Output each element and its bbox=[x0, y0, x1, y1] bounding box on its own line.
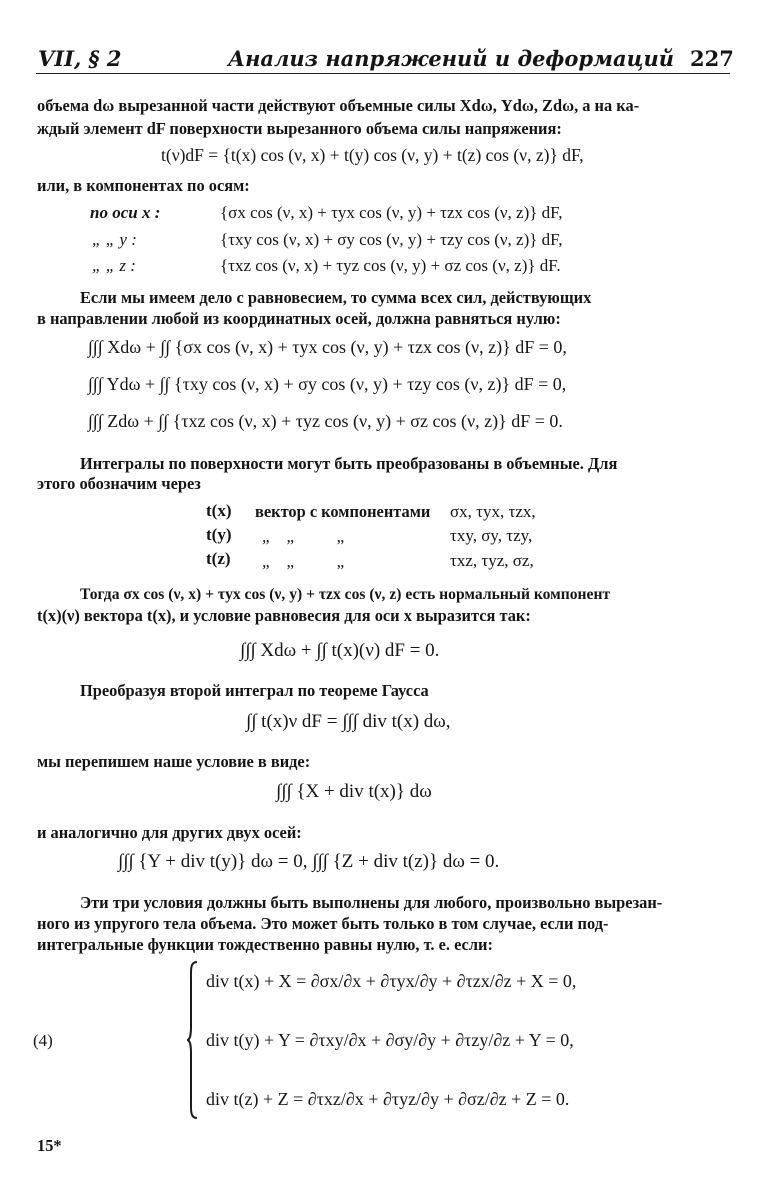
vector-components-x: σx, τyx, τzx, bbox=[450, 502, 536, 521]
vector-symbol-z: t(z) bbox=[206, 549, 231, 568]
signature-mark: 15* bbox=[37, 1136, 62, 1155]
equilibrium-equation-z: ∫∫∫ Zdω + ∫∫ {τxz cos (ν, x) + τyz cos (ν, y) + σz cos (ν, z)} dF = 0. bbox=[88, 411, 563, 431]
equation-stress-vector: t(ν)dF = {t(x) cos (ν, x) + t(y) cos (ν, y) + t(z) cos (ν, z)} dF, bbox=[161, 145, 584, 165]
equation-component-x: {σx cos (ν, x) + τyx cos (ν, y) + τzx cos (ν, z)} dF, bbox=[220, 203, 563, 222]
text-line: объема dω вырезанной части действуют объемные силы Xdω, Ydω, Zdω, а на ка- bbox=[37, 96, 640, 115]
vector-components-z: τxz, τyz, σz, bbox=[450, 551, 534, 570]
text-line: ного из упругого тела объема. Это может быть только в том случае, если под- bbox=[37, 914, 609, 933]
text-line: Интегралы по поверхности могут быть преобразованы в объемные. Для bbox=[80, 454, 618, 473]
text-line: и аналогично для других двух осей: bbox=[37, 823, 302, 842]
equation-gauss: ∫∫ t(x)ν dF = ∫∫∫ div t(x) dω, bbox=[246, 711, 451, 732]
text-line: Преобразуя второй интеграл по теореме Гаусса bbox=[80, 681, 429, 700]
running-title: Анализ напряжений и деформаций bbox=[228, 46, 675, 71]
equation-component-y: {τxy cos (ν, x) + σy cos (ν, y) + τzy cos (ν, z)} dF, bbox=[220, 230, 563, 249]
text-line: в направлении любой из координатных осей, должна равняться нулю: bbox=[37, 309, 561, 328]
text-line: вектор с компонентами bbox=[255, 502, 431, 521]
text-line: t(x)(ν) вектора t(x), и условие равновесия для оси x выразится так: bbox=[37, 606, 531, 625]
axis-label-y: „ „ y : bbox=[92, 230, 137, 249]
equilibrium-equation-y: ∫∫∫ Ydω + ∫∫ {τxy cos (ν, x) + σy cos (ν, y) + τzy cos (ν, z)} dF = 0, bbox=[88, 374, 567, 394]
text-line: Если мы имеем дело с равновесием, то сумма всех сил, действующих bbox=[80, 288, 592, 307]
text-line: или, в компонентах по осям: bbox=[37, 176, 250, 195]
axis-label-z: „ „ z : bbox=[92, 256, 136, 275]
text-line: интегральные функции тождественно равны нулю, т. е. если: bbox=[37, 935, 493, 954]
vector-symbol-x: t(x) bbox=[206, 501, 232, 520]
ditto-marks: „ „ „ bbox=[262, 527, 345, 546]
vector-symbol-y: t(y) bbox=[206, 525, 232, 544]
page-number: 227 bbox=[690, 46, 734, 71]
text-line: мы перепишем наше условие в виде: bbox=[37, 752, 311, 771]
text-line: Эти три условия должны быть выполнены для любого, произвольно вырезан- bbox=[80, 893, 663, 912]
equation-component-z: {τxz cos (ν, x) + τyz cos (ν, y) + σz cos (ν, z)} dF. bbox=[220, 256, 561, 275]
equation-number: (4) bbox=[33, 1031, 53, 1050]
vector-components-y: τxy, σy, τzy, bbox=[450, 526, 533, 545]
left-brace bbox=[186, 960, 198, 1120]
divergence-equation-y: div t(y) + Y = ∂τxy/∂x + ∂σy/∂y + ∂τzy/∂z + Y = 0, bbox=[206, 1030, 574, 1050]
divergence-equation-z: div t(z) + Z = ∂τxz/∂x + ∂τyz/∂y + ∂σz/∂z + Z = 0. bbox=[206, 1089, 570, 1109]
equilibrium-equation-x: ∫∫∫ Xdω + ∫∫ {σx cos (ν, x) + τyx cos (ν, y) + τzx cos (ν, z)} dF = 0, bbox=[88, 337, 567, 357]
equation-condition-x: ∫∫∫ Xdω + ∫∫ t(x)(ν) dF = 0. bbox=[240, 640, 440, 661]
equation-rewritten: ∫∫∫ {X + div t(x)} dω bbox=[276, 781, 432, 802]
header-rule bbox=[36, 73, 730, 74]
equation-other-axes: ∫∫∫ {Y + div t(y)} dω = 0, ∫∫∫ {Z + div t(z)} dω = 0. bbox=[118, 851, 500, 872]
divergence-equation-x: div t(x) + X = ∂σx/∂x + ∂τyx/∂y + ∂τzx/∂z + X = 0, bbox=[206, 971, 577, 991]
text-line: этого обозначим через bbox=[37, 474, 201, 493]
axis-label-x: по оси x : bbox=[90, 203, 161, 222]
section-label: VII, § 2 bbox=[38, 46, 122, 71]
ditto-marks: „ „ „ bbox=[262, 552, 345, 571]
text-line: ждый элемент dF поверхности вырезанного объема силы напряжения: bbox=[37, 119, 562, 138]
text-line: Тогда σx cos (ν, x) + τyx cos (ν, y) + τzx cos (ν, z) есть нормальный компонент bbox=[80, 586, 611, 603]
